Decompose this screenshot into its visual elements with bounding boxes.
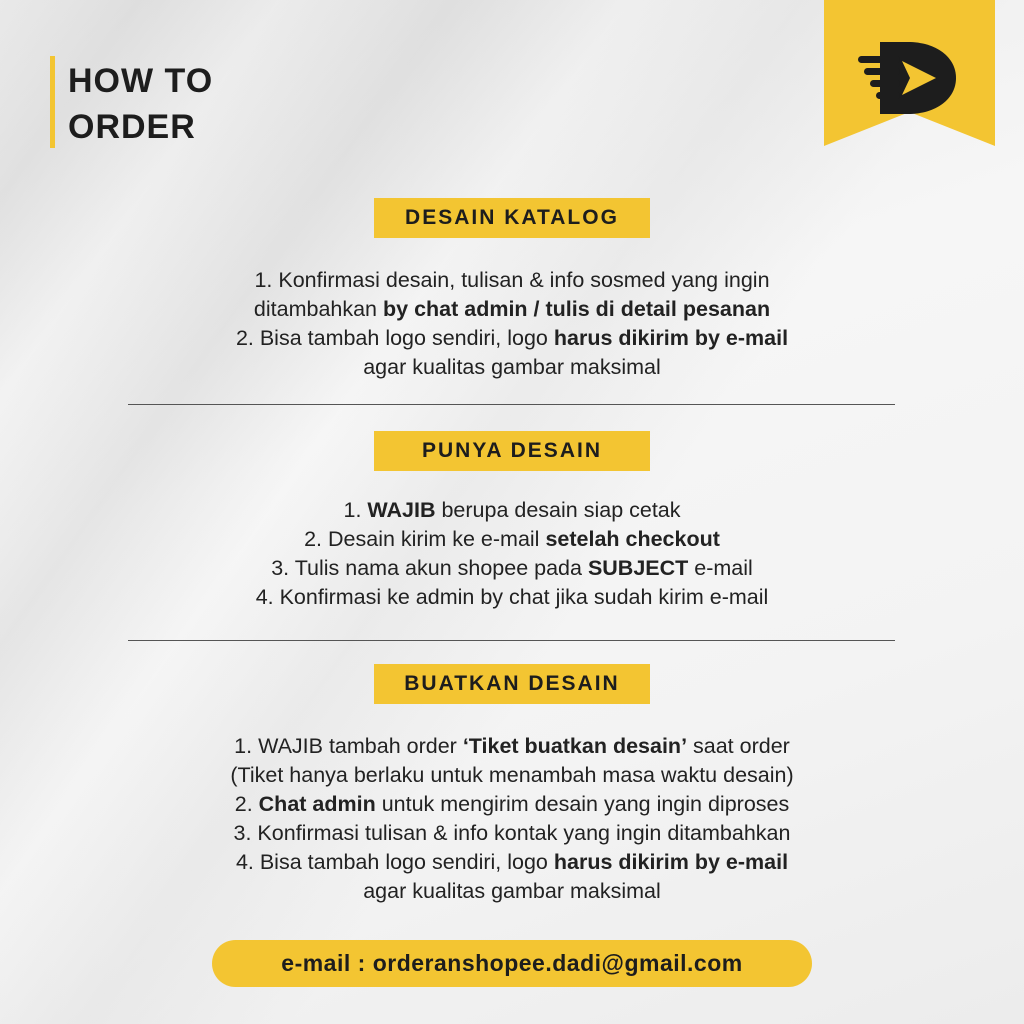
instruction-emphasis: Chat admin bbox=[258, 792, 376, 816]
instruction-line bbox=[0, 266, 1024, 295]
instruction-text: 1. Konfirmasi desain, tulisan & info sosmed yang ingin bbox=[254, 268, 770, 292]
instruction-line bbox=[0, 790, 1024, 819]
section-divider bbox=[128, 404, 895, 405]
instruction-emphasis: harus dikirim by e-mail bbox=[553, 326, 789, 350]
instruction-emphasis: harus dikirim by e-mail bbox=[553, 850, 789, 874]
instruction-line bbox=[0, 848, 1024, 877]
section-divider bbox=[128, 640, 895, 641]
instruction-text: ditambahkan bbox=[253, 297, 383, 321]
instruction-line bbox=[0, 353, 1024, 382]
instruction-text: untuk mengirim desain yang ingin diproses bbox=[375, 792, 790, 816]
instruction-text: 2. Bisa tambah logo sendiri, logo bbox=[235, 326, 554, 350]
page-title bbox=[68, 58, 213, 150]
instruction-line bbox=[0, 324, 1024, 353]
instruction-line bbox=[0, 819, 1024, 848]
page-title-line2: ORDER bbox=[68, 108, 196, 146]
instruction-text: 3. Konfirmasi tulisan & info kontak yang ingin ditambahkan bbox=[233, 821, 791, 845]
page-title-line1: HOW TO bbox=[68, 62, 214, 100]
section-label-buatkan-desain: BUATKAN DESAIN bbox=[374, 664, 650, 704]
instruction-text: e-mail bbox=[688, 556, 753, 580]
instruction-text: 1. WAJIB tambah order bbox=[234, 734, 463, 758]
instruction-emphasis: ‘Tiket buatkan desain’ bbox=[462, 734, 688, 758]
instruction-emphasis: SUBJECT bbox=[587, 556, 689, 580]
instruction-text: 4. Bisa tambah logo sendiri, logo bbox=[235, 850, 554, 874]
brand-badge bbox=[824, 0, 995, 146]
instruction-line bbox=[0, 554, 1024, 583]
section-body-desain-katalog bbox=[0, 266, 1024, 382]
instruction-text: 1. bbox=[343, 498, 368, 522]
instruction-text: agar kualitas gambar maksimal bbox=[363, 355, 661, 379]
instruction-text: 4. Konfirmasi ke admin by chat jika sudah kirim e-mail bbox=[255, 585, 769, 609]
instruction-emphasis: setelah checkout bbox=[545, 527, 720, 551]
instruction-line bbox=[0, 525, 1024, 554]
instruction-line bbox=[0, 732, 1024, 761]
instruction-text: 2. Desain kirim ke e-mail bbox=[304, 527, 546, 551]
section-label-punya-desain: PUNYA DESAIN bbox=[374, 431, 650, 471]
d-arrow-logo-icon bbox=[824, 0, 995, 146]
instruction-text: 2. bbox=[234, 792, 259, 816]
instruction-line bbox=[0, 583, 1024, 612]
email-contact-badge: e-mail : orderanshopee.dadi@gmail.com bbox=[212, 940, 812, 987]
instruction-text: berupa desain siap cetak bbox=[435, 498, 681, 522]
instruction-line bbox=[0, 295, 1024, 324]
instruction-line bbox=[0, 761, 1024, 790]
section-body-punya-desain bbox=[0, 496, 1024, 612]
instruction-line bbox=[0, 877, 1024, 906]
instruction-line bbox=[0, 496, 1024, 525]
section-label-desain-katalog: DESAIN KATALOG bbox=[374, 198, 650, 238]
instruction-text: saat order bbox=[687, 734, 790, 758]
instruction-emphasis: WAJIB bbox=[367, 498, 436, 522]
instruction-emphasis: by chat admin / tulis di detail pesanan bbox=[383, 297, 771, 321]
instruction-text: (Tiket hanya berlaku untuk menambah masa waktu desain) bbox=[230, 763, 794, 787]
section-body-buatkan-desain bbox=[0, 732, 1024, 906]
header-accent-bar bbox=[50, 56, 55, 148]
instruction-text: agar kualitas gambar maksimal bbox=[363, 879, 661, 903]
instruction-text: 3. Tulis nama akun shopee pada bbox=[271, 556, 588, 580]
